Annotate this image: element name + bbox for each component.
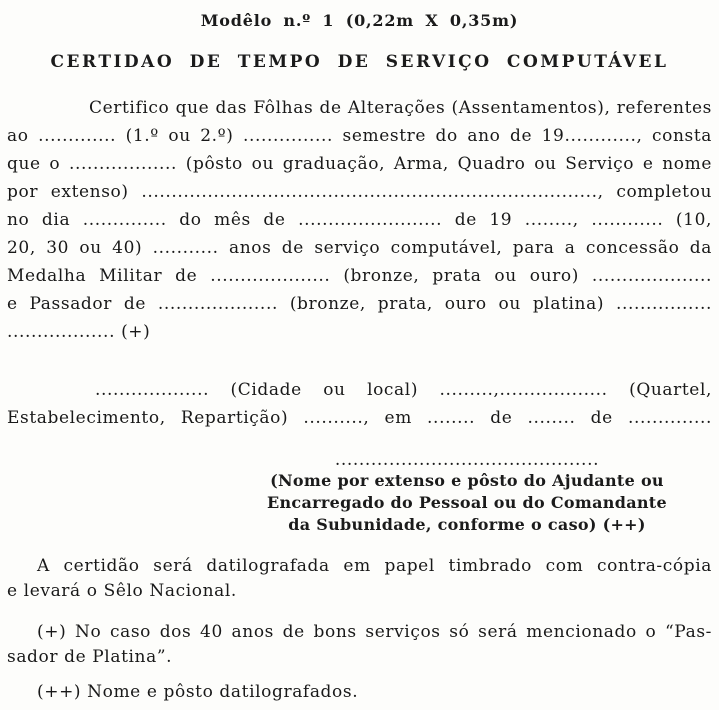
model-number-line: Modêlo n.º 1 (0,22m X 0,35m) xyxy=(200,11,519,30)
body-line: ................... (Cidade ou local) .........,.................. (Quartel, xyxy=(95,380,712,400)
note-typewritten-paper xyxy=(7,554,712,604)
body-line: Estabelecimento, Repartição) .........., em ........ de ........ de .............. xyxy=(7,408,712,428)
note-line: (++) Nome e pôsto datilografados. xyxy=(37,682,359,702)
signature-caption-line: Encarregado do Pessoal ou do Comandante xyxy=(267,493,667,512)
body-line: que o .................. (pôsto ou graduação, Arma, Quadro ou Serviço e nome xyxy=(7,154,712,174)
body-line: Certifico que das Fôlhas de Alterações (Assentamentos), referentes xyxy=(89,98,712,118)
body-line: e Passador de .................... (bronze, prata, ouro ou platina) ................ xyxy=(7,294,712,314)
signature-block xyxy=(232,450,702,536)
note-double-plus xyxy=(7,680,712,705)
signature-caption-line: (Nome por extenso e pôsto do Ajudante ou xyxy=(270,471,664,490)
body-line: por extenso) ............................................................................, completou xyxy=(7,182,712,202)
place-date-paragraph xyxy=(7,376,712,432)
note-line: sador de Platina”. xyxy=(7,647,173,667)
note-line: A certidão será datilografada em papel timbrado com contra-cópia xyxy=(37,556,712,576)
signature-caption-line: da Subunidade, conforme o caso) (++) xyxy=(288,515,646,534)
body-line: no dia .............. do mês de ........................ de 19 ........, ............ (10, xyxy=(7,210,712,230)
body-line: .................. (+) xyxy=(7,322,151,342)
body-line: 20, 30 ou 40) ........... anos de serviço computável, para a concessão da xyxy=(7,238,712,258)
signature-line: ............................................ xyxy=(334,450,600,470)
body-line: ao ............. (1.º ou 2.º) ............... semestre do ano de 19............, consta xyxy=(7,126,712,146)
body-line: Medalha Militar de .................... (bronze, prata ou ouro) .................... xyxy=(7,266,712,286)
note-line: (+) No caso dos 40 anos de bons serviços só será mencionado o “Pas- xyxy=(37,622,712,642)
note-single-plus xyxy=(7,620,712,670)
certificate-body-paragraph xyxy=(7,94,712,346)
note-line: e levará o Sêlo Nacional. xyxy=(7,581,237,601)
document-title: CERTIDAO DE TEMPO DE SERVIÇO COMPUTÁVEL xyxy=(50,52,669,72)
